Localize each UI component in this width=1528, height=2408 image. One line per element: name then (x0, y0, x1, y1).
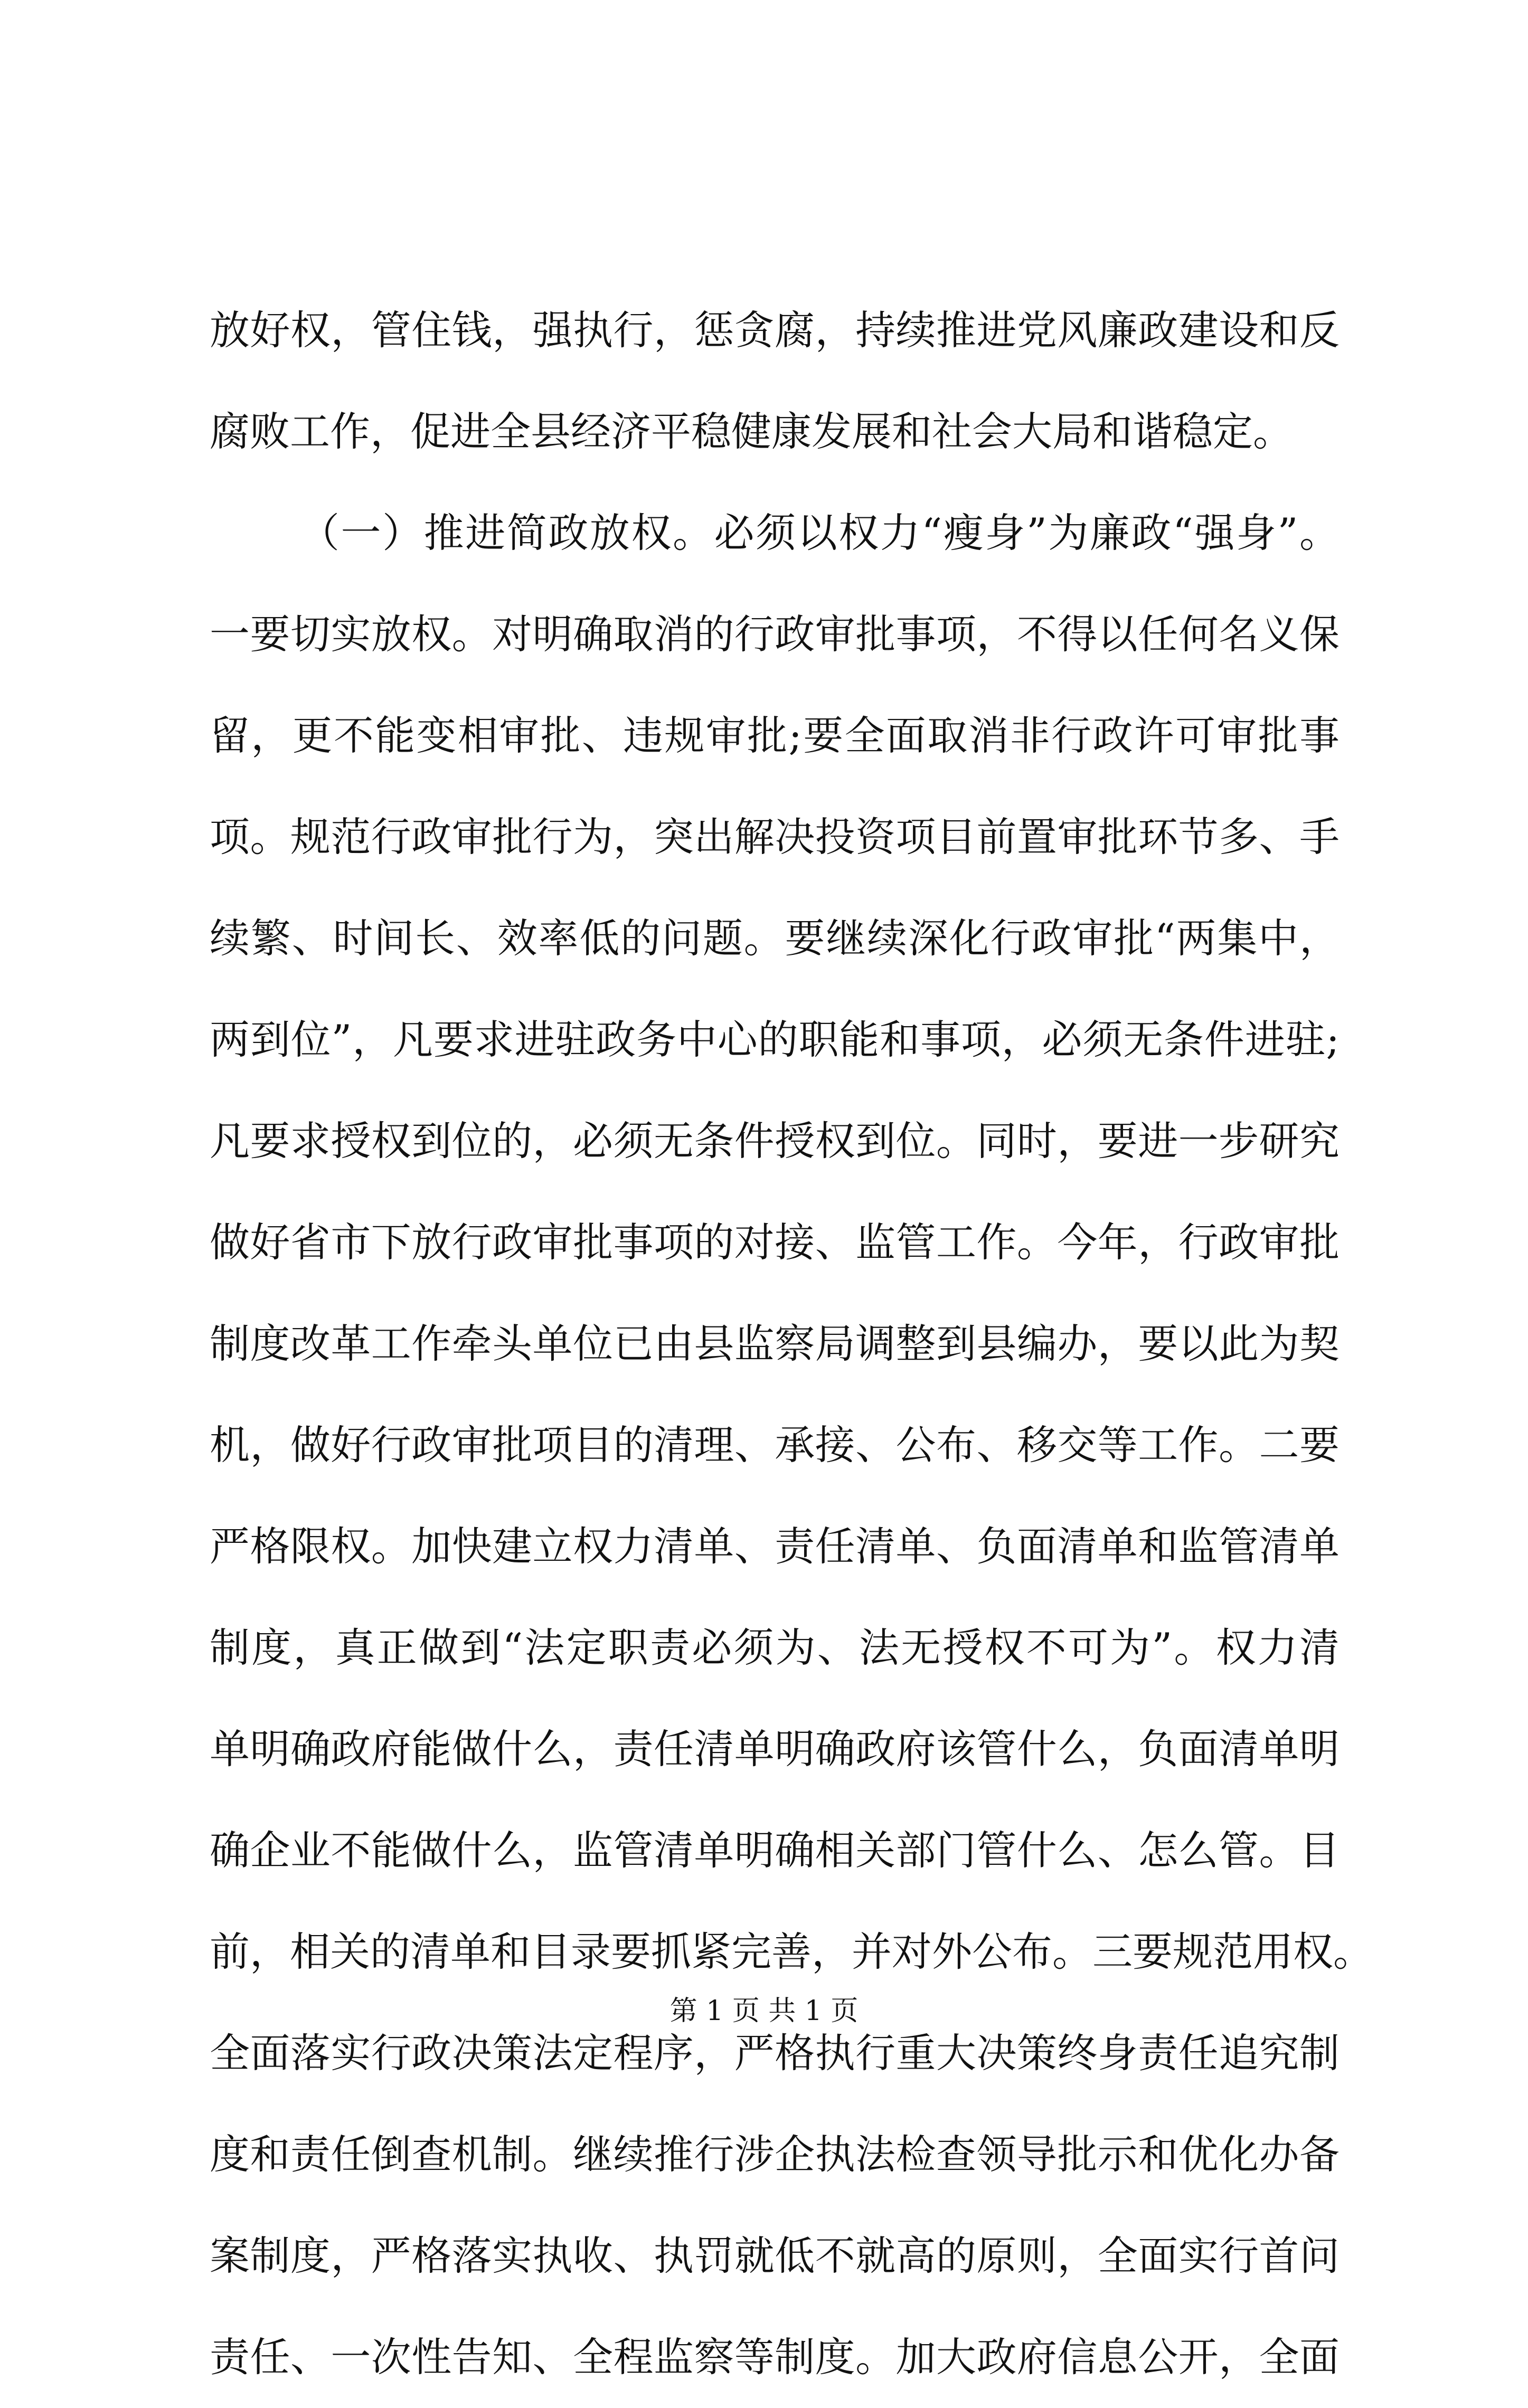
text-line: 凡要求授权到位的，必须无条件授权到位。同时，要进一步研究 (210, 1117, 1340, 1164)
body-text (210, 280, 1373, 2408)
text-line: 机，做好行政审批项目的清理、承接、公布、移交等工作。二要 (210, 1421, 1340, 1468)
text-line: 案制度，严格落实执收、执罚就低不就高的原则，全面实行首问 (210, 2232, 1340, 2279)
text-line: 一要切实放权。对明确取消的行政审批事项，不得以任何名义保 (210, 611, 1340, 658)
text-line: 项。规范行政审批行为，突出解决投资项目前置审批环节多、手 (210, 813, 1340, 860)
text-line: 腐败工作，促进全县经济平稳健康发展和社会大局和谐稳定。 (210, 408, 1293, 455)
section-heading-line: （一）推进简政放权。必须以权力“瘦身”为廉政“强身”。 (299, 509, 1340, 556)
text-line: 确企业不能做什么，监管清单明确相关部门管什么、怎么管。目 (210, 1827, 1340, 1874)
text-line: 放好权，管住钱，强执行，惩贪腐，持续推进党风廉政建设和反 (210, 307, 1340, 354)
text-line: 制度，真正做到“法定职责必须为、法无授权不可为”。权力清 (210, 1624, 1340, 1671)
text-line: 责任、一次性告知、全程监察等制度。加大政府信息公开，全面 (210, 2334, 1340, 2381)
text-line: 单明确政府能做什么，责任清单明确政府该管什么，负面清单明 (210, 1726, 1340, 1772)
text-line: 续繁、时间长、效率低的问题。要继续深化行政审批“两集中， (210, 915, 1340, 962)
text-line: 留，更不能变相审批、违规审批;要全面取消非行政许可审批事 (210, 712, 1340, 759)
page-footer (0, 1990, 1528, 2032)
text-line: 度和责任倒查机制。继续推行涉企执法检查领导批示和优化办备 (210, 2131, 1340, 2178)
text-line: 两到位”，凡要求进驻政务中心的职能和事项，必须无条件进驻; (210, 1016, 1340, 1063)
text-line: 全面落实行政决策法定程序，严格执行重大决策终身责任追究制 (210, 2030, 1340, 2077)
text-line: 严格限权。加快建立权力清单、责任清单、负面清单和监管清单 (210, 1523, 1340, 1570)
text-line: 前，相关的清单和目录要抓紧完善，并对外公布。三要规范用权。 (210, 1928, 1373, 1975)
page-number-label: 第 1 页 共 1 页 (669, 1995, 859, 2027)
text-line: 做好省市下放行政审批事项的对接、监管工作。今年，行政审批 (210, 1219, 1340, 1266)
text-line: 制度改革工作牵头单位已由县监察局调整到县编办，要以此为契 (210, 1320, 1340, 1367)
